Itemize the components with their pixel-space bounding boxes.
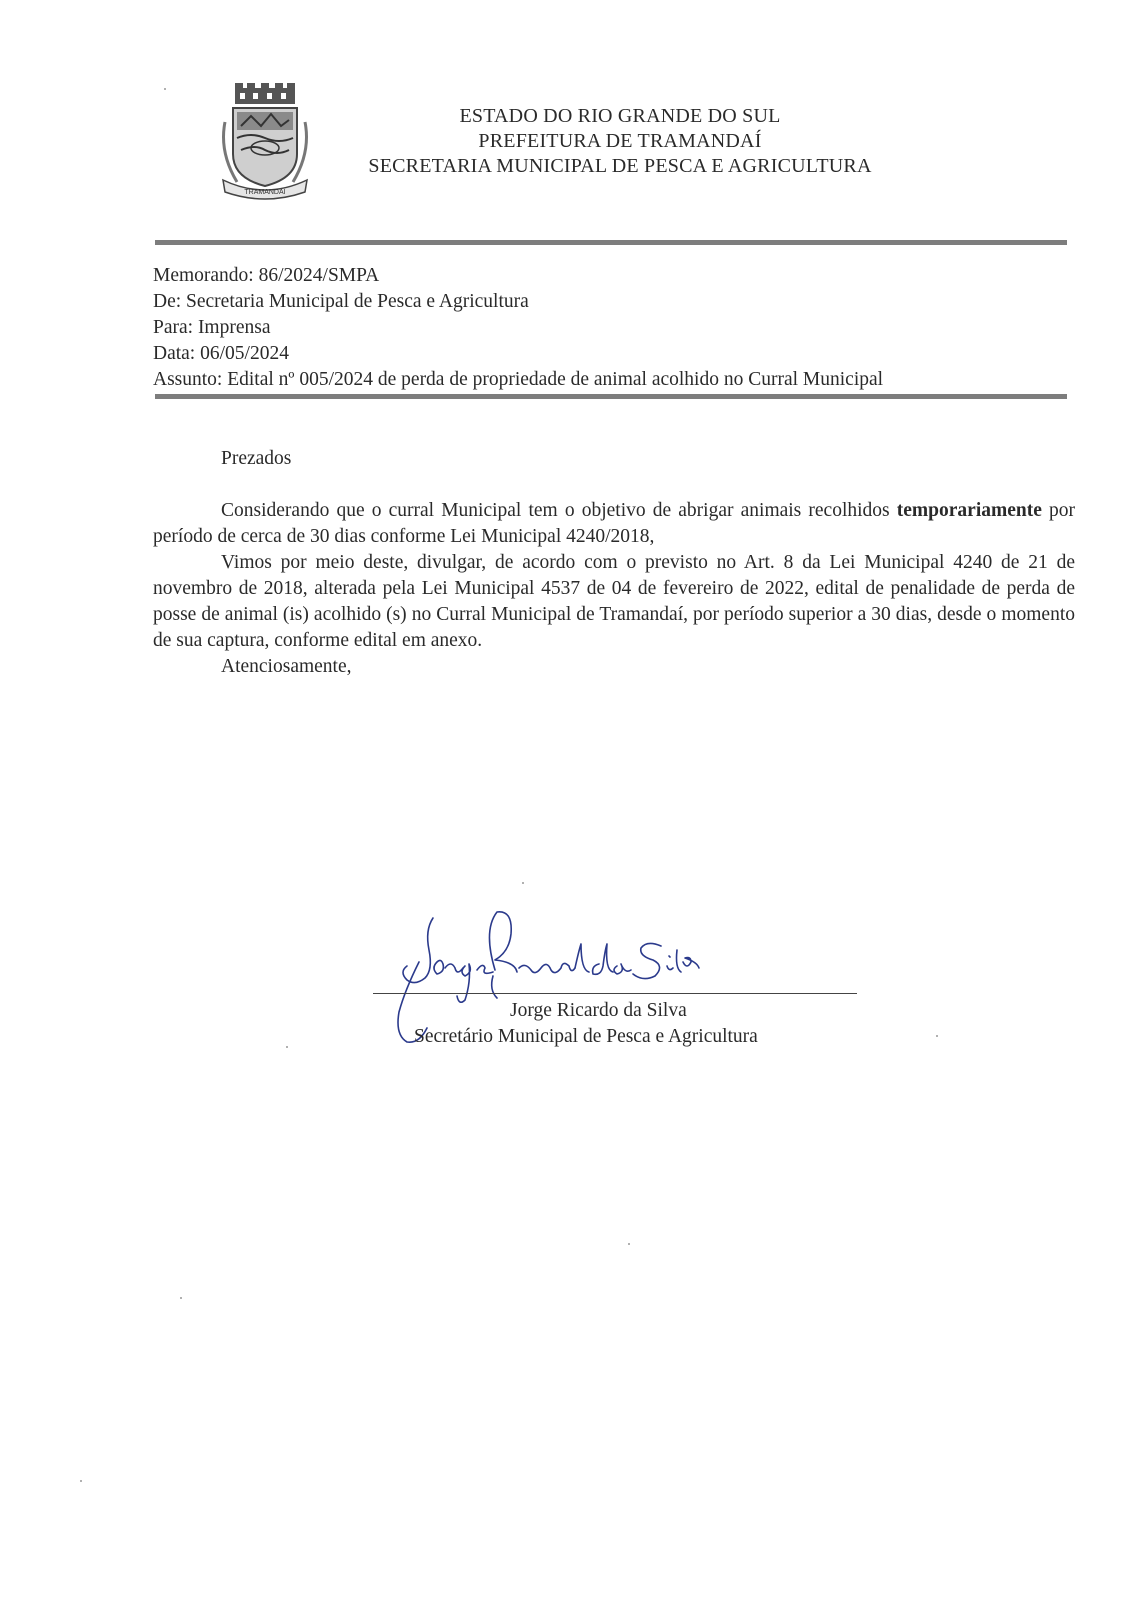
header-prefecture: PREFEITURA DE TRAMANDAÍ [478, 130, 762, 152]
scan-speck [628, 1243, 630, 1245]
memo-to: Para: Imprensa [153, 317, 271, 338]
header-divider-top [155, 240, 1067, 245]
paragraph-1-emphasis: temporariamente [896, 500, 1042, 521]
scan-speck [164, 88, 166, 90]
memo-from: De: Secretaria Municipal de Pesca e Agricultura [153, 291, 529, 312]
paragraph-2: Vimos por meio deste, divulgar, de acordo com o previsto no Art. 8 da Lei Municipal 4240 de 21 de novembro de 2018, alterada pela Lei Municipal 4537 de 04 de fevereiro de 2022, edital de penalidade de perda de posse de animal (is) acolhido (s) no Curral Municipal de Tramandaí, por período superior a 30 dias, desde o momento de sua captura, conforme edital em anexo. [153, 552, 1075, 651]
scan-speck [936, 1035, 938, 1037]
memo-number: Memorando: 86/2024/SMPA [153, 265, 380, 286]
greeting: Prezados [221, 448, 292, 469]
signatory-name: Jorge Ricardo da Silva [510, 1000, 687, 1021]
closing: Atenciosamente, [221, 656, 352, 677]
memo-body [153, 446, 1075, 680]
header-state: ESTADO DO RIO GRANDE DO SUL [459, 105, 781, 127]
scan-speck [286, 1046, 288, 1048]
memo-metadata [153, 263, 883, 393]
paragraph-1 [153, 498, 1075, 550]
memo-subject: Assunto: Edital nº 005/2024 de perda de propriedade de animal acolhido no Curral Municipal [153, 369, 884, 390]
paragraph-1-end: por período de cerca de 30 dias conforme Lei Municipal 4240/2018, [153, 500, 1075, 547]
scan-speck [522, 882, 524, 884]
header-divider-bottom [155, 394, 1067, 399]
header-secretariat: SECRETARIA MUNICIPAL DE PESCA E AGRICULTURA [368, 155, 872, 177]
paragraph-1-start: Considerando que o curral Municipal tem o objetivo de abrigar animais recolhidos [221, 500, 897, 521]
letterhead [300, 104, 940, 179]
scan-speck [180, 1297, 182, 1299]
scan-speck [80, 1480, 82, 1482]
memo-date: Data: 06/05/2024 [153, 343, 289, 364]
signatory-title: Secretário Municipal de Pesca e Agricultura [414, 1026, 758, 1047]
crest-ribbon-text: TRAMANDAÍ [244, 189, 286, 196]
signature-line [373, 993, 857, 994]
